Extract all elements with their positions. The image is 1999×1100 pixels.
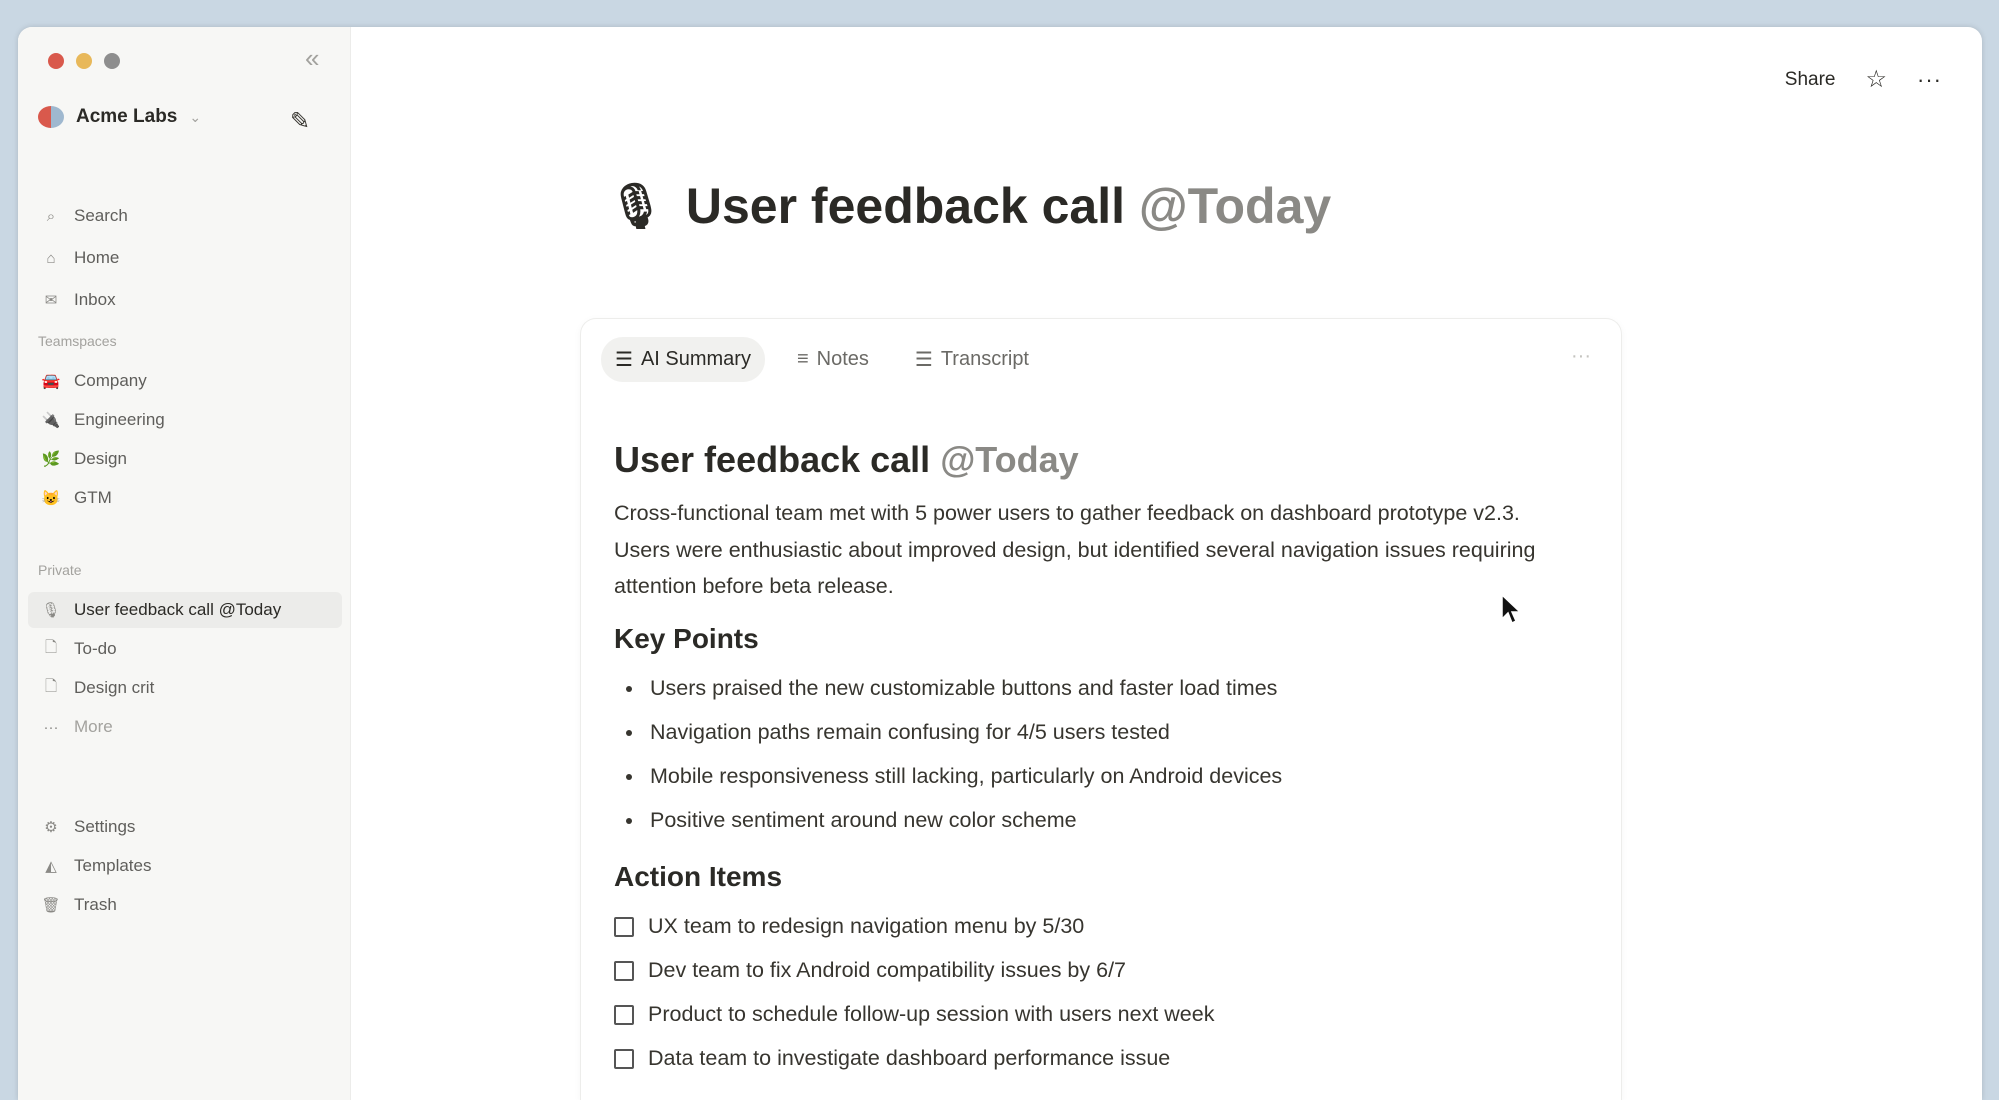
- page-title-text: User feedback call: [685, 178, 1125, 234]
- summary-heading: [614, 439, 1574, 481]
- todo-item: [614, 993, 1574, 1037]
- microphone-icon: 🎙: [41, 602, 61, 619]
- mouse-cursor-icon: [1500, 593, 1522, 627]
- sidebar-item-label: Company: [74, 371, 147, 390]
- sidebar-item-to-do[interactable]: [28, 631, 342, 667]
- sidebar-item-label: Search: [74, 206, 128, 225]
- sidebar-item-design[interactable]: [28, 441, 342, 477]
- car-icon: 🚘: [41, 373, 61, 390]
- more-options-icon[interactable]: ···: [1917, 66, 1942, 92]
- zoom-window-button[interactable]: [104, 53, 120, 69]
- star-icon[interactable]: ☆: [1865, 66, 1888, 93]
- more-icon: ···: [43, 718, 59, 736]
- gear-icon: ⚙: [44, 819, 58, 836]
- sidebar-item-label: Engineering: [74, 410, 165, 429]
- todo-text: Dev team to fix Android compatibility issues by 6/7: [648, 958, 1126, 982]
- page-icon: 🗋: [44, 638, 58, 656]
- tab-label: Notes: [816, 348, 869, 370]
- list-item: [614, 799, 1574, 843]
- sidebar-item-user-feedback-call[interactable]: [28, 592, 342, 628]
- block-more-icon[interactable]: ···: [1571, 345, 1591, 367]
- inbox-icon: ✉: [44, 292, 58, 309]
- new-page-icon[interactable]: ✎: [290, 108, 311, 135]
- list-item: [614, 755, 1574, 799]
- sidebar-item-inbox[interactable]: [28, 282, 342, 318]
- tab-label: AI Summary: [640, 348, 751, 370]
- tab-transcript[interactable]: [901, 337, 1043, 382]
- search-icon: ⌕: [46, 207, 56, 225]
- sidebar-item-label: Trash: [74, 895, 117, 914]
- tab-bar: [601, 337, 1043, 382]
- todo-item: [614, 1037, 1574, 1081]
- workspace-name: Acme Labs: [76, 106, 178, 127]
- transcript-icon: ☰: [914, 349, 933, 371]
- todo-item: [614, 905, 1574, 949]
- sidebar-item-label: Inbox: [74, 290, 116, 309]
- sidebar-item-label: More: [74, 717, 113, 736]
- sidebar-item-settings[interactable]: [28, 809, 342, 845]
- checkbox[interactable]: [614, 917, 634, 937]
- todo-text: Data team to investigate dashboard performance issue: [648, 1046, 1171, 1070]
- sidebar-item-templates[interactable]: [28, 848, 342, 884]
- date-mention[interactable]: @Today: [1138, 178, 1332, 234]
- sidebar-item-home[interactable]: [28, 240, 342, 276]
- list-item-text: Users praised the new customizable buttons and faster load times: [650, 676, 1278, 700]
- sidebar-item-company[interactable]: [28, 363, 342, 399]
- sidebar-item-gtm[interactable]: [28, 480, 342, 516]
- sidebar-item-design-crit[interactable]: [28, 670, 342, 706]
- close-window-button[interactable]: [48, 53, 64, 69]
- share-button[interactable]: Share: [1784, 68, 1836, 90]
- trash-icon: 🗑: [41, 897, 61, 914]
- page-icon: 🗋: [44, 677, 58, 695]
- action-items-list: [614, 905, 1574, 1081]
- sidebar-item-search[interactable]: [28, 198, 342, 234]
- sidebar-item-trash[interactable]: [28, 887, 342, 923]
- app-window: [18, 27, 1982, 1100]
- checkbox[interactable]: [614, 1005, 634, 1025]
- sidebar-item-label: To-do: [74, 639, 117, 658]
- sidebar-item-label: User feedback call @Today: [74, 600, 282, 619]
- todo-text: UX team to redesign navigation menu by 5/30: [648, 914, 1085, 938]
- sidebar: [18, 27, 351, 1100]
- tab-label: Transcript: [940, 348, 1029, 370]
- summary-heading-text: User feedback call: [614, 439, 931, 480]
- workspace-switcher[interactable]: [38, 106, 201, 128]
- ai-meeting-notes-block: [580, 318, 1622, 1100]
- list-item-text: Mobile responsiveness still lacking, particularly on Android devices: [650, 764, 1283, 788]
- list-item-text: Positive sentiment around new color scheme: [650, 808, 1077, 832]
- date-mention[interactable]: @Today: [940, 439, 1079, 480]
- checkbox[interactable]: [614, 961, 634, 981]
- key-points-heading: Key Points: [614, 622, 759, 654]
- collapse-sidebar-icon[interactable]: «: [305, 43, 320, 73]
- plug-icon: 🔌: [41, 412, 61, 429]
- sidebar-item-more[interactable]: [28, 709, 342, 745]
- top-bar: [1785, 65, 1942, 94]
- sidebar-item-label: Templates: [74, 856, 152, 875]
- todo-item: [614, 949, 1574, 993]
- todo-text: Product to schedule follow-up session with users next week: [648, 1002, 1215, 1026]
- tab-ai-summary[interactable]: [601, 337, 765, 382]
- chevron-down-icon: ⌄: [189, 108, 202, 125]
- summary-paragraph: Cross-functional team met with 5 power users to gather feedback on dashboard prototype v2.3. Users were enthusiastic about improved design, but identified several navigation issues requiring attention before beta release.: [614, 501, 1536, 598]
- sidebar-item-label: Settings: [74, 817, 136, 836]
- templates-icon: ◭: [45, 858, 57, 875]
- notes-icon: ≡: [796, 348, 809, 370]
- teamspaces-heading: Teamspaces: [38, 333, 117, 349]
- microphone-icon: 🎙: [608, 182, 664, 231]
- key-points-list: [614, 667, 1574, 843]
- action-items-heading: Action Items: [614, 860, 783, 892]
- list-item: [614, 711, 1574, 755]
- tab-notes[interactable]: [783, 337, 883, 382]
- sidebar-item-engineering[interactable]: [28, 402, 342, 438]
- sidebar-item-label: GTM: [74, 488, 112, 507]
- sidebar-item-label: Design: [74, 449, 127, 468]
- mask-icon: 😺: [41, 490, 61, 507]
- page-title: [608, 177, 1331, 235]
- branch-icon: 🌿: [41, 451, 61, 468]
- sidebar-item-label: Design crit: [74, 678, 155, 697]
- list-item: [614, 667, 1574, 711]
- home-icon: ⌂: [46, 249, 56, 267]
- workspace-logo-icon: [38, 106, 64, 128]
- checkbox[interactable]: [614, 1049, 634, 1069]
- private-heading: Private: [38, 562, 82, 578]
- sidebar-item-label: Home: [74, 248, 120, 267]
- minimize-window-button[interactable]: [76, 53, 92, 69]
- ai-summary-icon: ☰: [615, 349, 633, 371]
- list-item-text: Navigation paths remain confusing for 4/5 users tested: [650, 720, 1170, 744]
